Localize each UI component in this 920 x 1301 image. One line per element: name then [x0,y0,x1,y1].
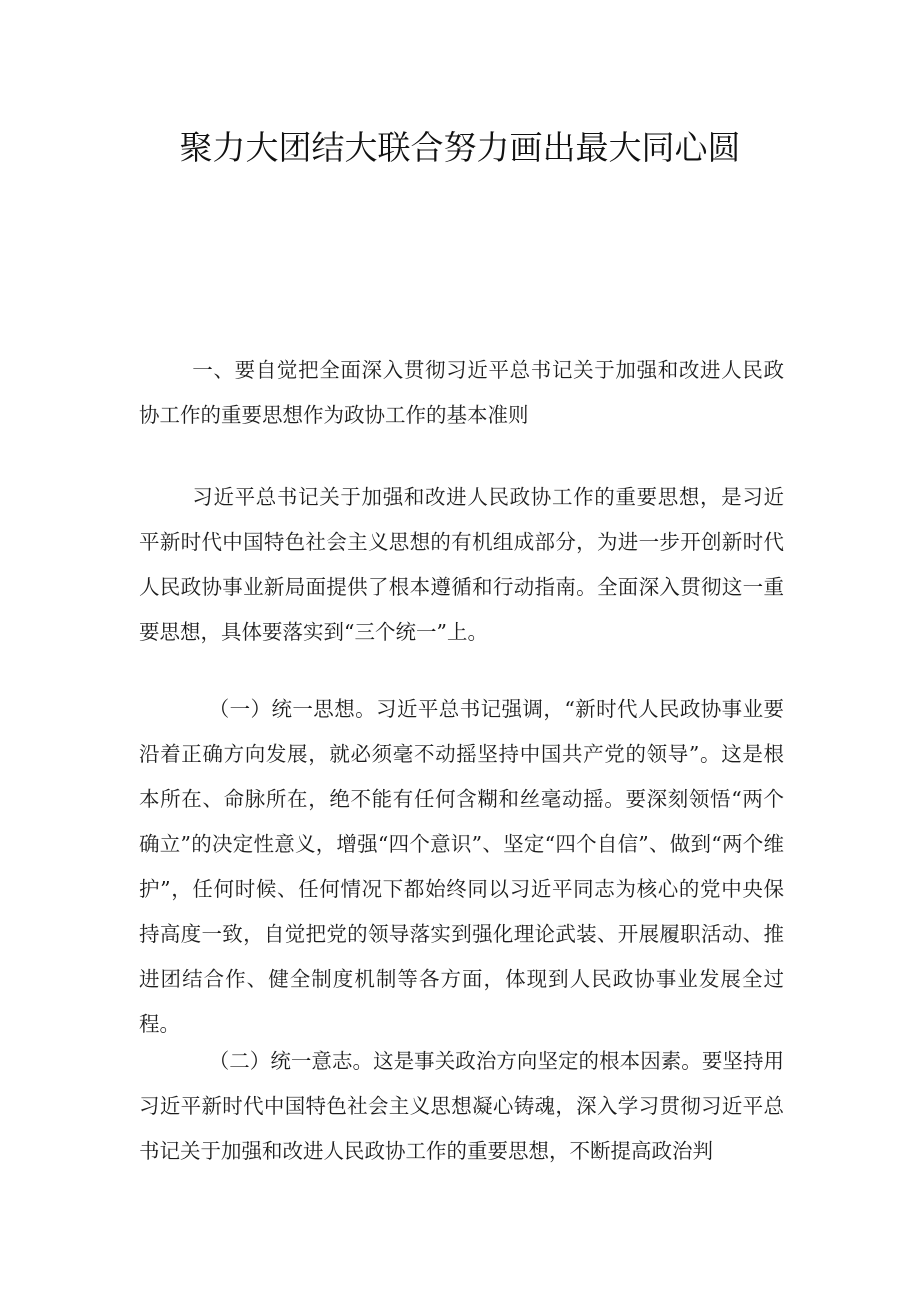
intro-paragraph: 习近平总书记关于加强和改进人民政协工作的重要思想，是习近平新时代中国特色社会主义思想的有机组成部分，为进一步开创新时代人民政协事业新局面提供了根本遵循和行动指南。全面深入贯彻这一重要思想，具体要落实到“三个统一”上。 [139,485,784,644]
point-one-paragraph: （一）统一思想。习近平总书记强调，“新时代人民政协事业要沿着正确方向发展，就必须毫不动摇坚持中国共产党的领导”。这是根本所在、命脉所在，绝不能有任何含糊和丝毫动摇。要深刻领悟“两个确立”的决定性意义，增强“四个意识”、坚定“四个自信”、做到“两个维护”，任何时候、任何情况下都始终同以习近平同志为核心的党中央保持高度一致，自觉把党的领导落实到强化理论武装、开展履职活动、推进团结合作、健全制度机制等各方面，体现到人民政协事业发展全过程。 [139,697,784,1036]
document-title: 聚力大团结大联合努力画出最大同心圆 [179,128,741,167]
point-two-paragraph: （二）统一意志。这是事关政治方向坚定的根本因素。要坚持用习近平新时代中国特色社会主义思想凝心铸魂，深入学习贯彻习近平总书记关于加强和改进人民政协工作的重要思想，不断提高政治判 [139,1049,784,1163]
section-heading-paragraph: 一、要自觉把全面深入贯彻习近平总书记关于加强和改进人民政协工作的重要思想作为政协工作的基本准则 [139,358,784,427]
